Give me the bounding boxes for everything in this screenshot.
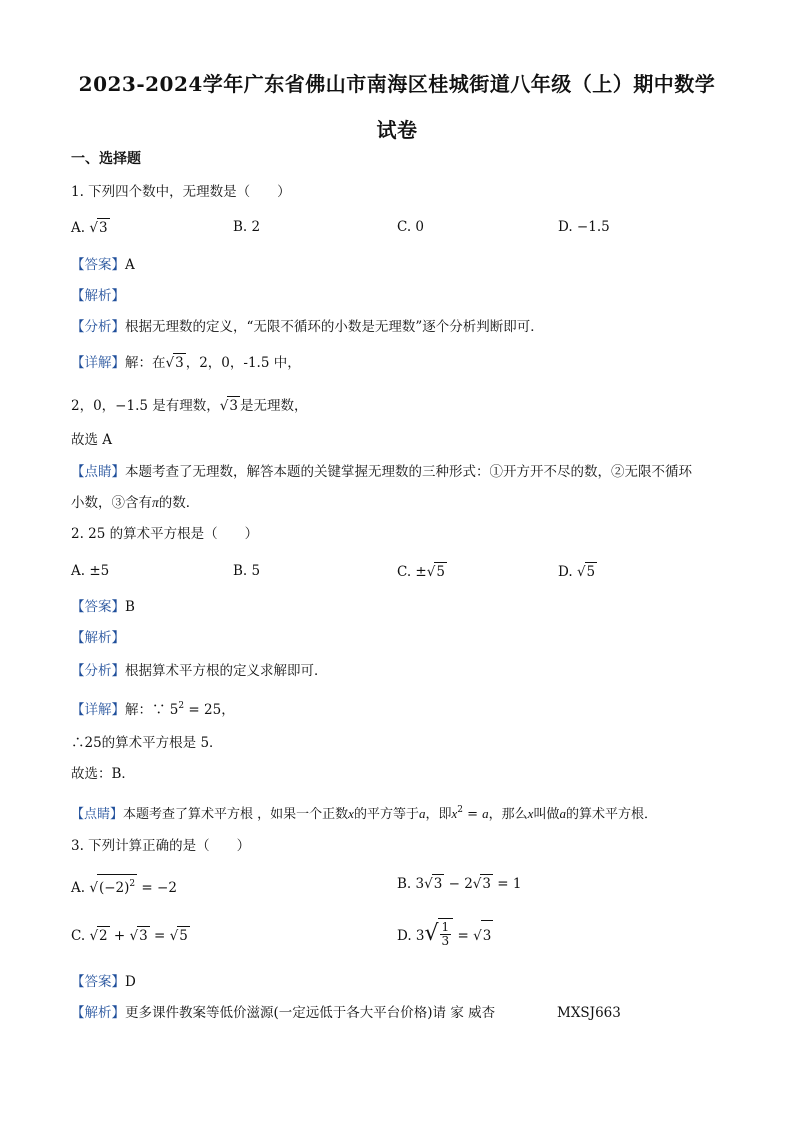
- q1-xiangjie-text-b: ，2，0，-1.5 中，: [185, 355, 301, 371]
- q3-option-c: [71, 926, 190, 945]
- q3-answer-value: D: [125, 974, 136, 990]
- q3-option-b-rhs: = 1: [492, 876, 522, 892]
- q1-xiangjie-text-a: 解：在: [125, 355, 166, 371]
- sqrt-symbol: √ 3: [472, 876, 491, 892]
- q2-option-b: B. 5: [233, 563, 261, 579]
- q2-option-c: [397, 562, 447, 581]
- q1-line2-text-b: 是无理数，: [239, 398, 308, 414]
- q3-option-a: [71, 874, 177, 897]
- dianjing-tag: 【点睛】: [71, 807, 124, 822]
- q2-dianjing-var-x3: x: [527, 806, 534, 821]
- q1-choose: 故选 A: [71, 432, 113, 448]
- q2-dianjing-equals: =: [462, 807, 483, 822]
- q2-dianjing-text-a: 本题考查了算术平方根 ，如果一个正数: [123, 807, 349, 822]
- q2-option-d-radicand: 5: [586, 564, 596, 580]
- q3-option-d-fraction-wrap: [438, 918, 454, 949]
- q2-jiexi: [71, 629, 125, 647]
- q1-line2-text-a: 2，0，−1.5 是有理数，: [71, 398, 220, 414]
- q2-dianjing-var-x: x: [348, 806, 354, 821]
- exam-title-line1: 2023-2024学年广东省佛山市南海区桂城街道八年级（上）期中数学: [78, 72, 716, 96]
- sqrt-symbol: √ 5: [576, 564, 596, 580]
- q3-option-a-superscript: 2: [129, 879, 136, 889]
- fenxi-tag: 【分析】: [71, 319, 125, 335]
- q2-xiangjie: [71, 697, 235, 719]
- q1-option-d: D. −1.5: [558, 219, 610, 235]
- q1-dianjing-line2: [71, 494, 199, 512]
- q3-option-c-label: C.: [71, 928, 86, 944]
- q2-dianjing: [71, 801, 657, 824]
- sqrt-symbol: √ 3: [219, 398, 238, 414]
- fenxi-tag: 【分析】: [71, 663, 125, 679]
- q3-option-b-mid: − 2: [444, 876, 473, 892]
- q3-option-d-radicand: 3: [481, 920, 494, 951]
- q3-answer: [71, 973, 136, 991]
- sqrt-symbol: √ 3: [129, 928, 148, 944]
- q2-fenxi: [71, 662, 328, 680]
- q2-option-d: [558, 562, 597, 581]
- sqrt-symbol: √ 3: [473, 920, 493, 951]
- sqrt-symbol: √ 5: [426, 564, 445, 580]
- q1-option-a: [71, 218, 110, 237]
- q3-option-b-radicand1: 3: [433, 876, 443, 892]
- q1-fenxi-text: 根据无理数的定义，“无限不循环的小数是无理数”逐个分析判断即可．: [125, 319, 544, 335]
- q2-dianjing-text-f: 的算术平方根．: [565, 807, 657, 822]
- q3-option-c-radicand3: 5: [179, 928, 188, 944]
- xiangjie-tag: 【详解】: [71, 355, 125, 371]
- q3-option-b-label: B. 3: [397, 876, 425, 892]
- q3-option-c-radicand2: 3: [139, 928, 148, 944]
- q2-dianjing-var-a: a: [418, 806, 426, 821]
- q2-answer-value: B: [125, 599, 135, 615]
- q1-dianjing-text2a: 小数，③含有: [71, 495, 152, 511]
- pi-symbol: π: [152, 495, 159, 510]
- section-heading: 一、选择题: [71, 151, 141, 167]
- q1-rational-line: [71, 396, 307, 415]
- q2-dianjing-text-c: ，即: [425, 807, 452, 822]
- q2-fenxi-text: 根据算术平方根的定义求解即可．: [125, 663, 328, 679]
- q1-fenxi: [71, 318, 544, 336]
- q2-dianjing-text-e: 叫做: [533, 807, 560, 822]
- q1-xiangjie: [71, 353, 301, 372]
- exam-title-line2: 试卷: [376, 118, 418, 142]
- q2-answer: [71, 598, 135, 616]
- sqrt-symbol: √ 5: [169, 928, 188, 944]
- q3-option-a-radicand: (−2): [98, 880, 130, 896]
- q2-dianjing-var-a2: a: [482, 806, 489, 821]
- q1-jiexi: [71, 287, 125, 305]
- answer-tag: 【答案】: [71, 974, 125, 990]
- q2-option-a: A. ±5: [71, 563, 110, 579]
- q3-code: MXSJ663: [557, 1005, 621, 1021]
- q3-option-a-label: A.: [71, 880, 86, 896]
- q2-xiangjie-superscript: 2: [178, 701, 185, 711]
- sqrt-symbol: √ 3: [424, 876, 443, 892]
- q2-dianjing-text-d: ，那么: [488, 807, 528, 822]
- q1-line2-radicand: 3: [229, 398, 238, 414]
- q3-option-c-equals: =: [149, 928, 170, 944]
- q1-stem: 1. 下列四个数中，无理数是（ ）: [71, 184, 291, 200]
- q2-xiangjie-text-a: 解：∵ 5: [125, 702, 179, 718]
- q1-xiangjie-radicand: 3: [175, 355, 184, 371]
- q2-therefore: ∴25的算术平方根是 5．: [71, 735, 223, 751]
- sqrt-symbol: √ 3: [89, 220, 108, 236]
- sqrt-symbol: √ 2: [89, 928, 108, 944]
- xiangjie-tag: 【详解】: [71, 702, 125, 718]
- sqrt-symbol: √ $(-2)^2$: [89, 874, 137, 897]
- q3-option-d-equals: =: [453, 928, 474, 944]
- q2-dianjing-text-b: 的平方等于: [353, 807, 419, 822]
- fraction-denominator: 3: [441, 934, 450, 948]
- q1-option-c: C. 0: [397, 219, 425, 235]
- jiexi-tag: 【解析】: [71, 1005, 125, 1021]
- q1-dianjing-text1: 本题考查了无理数，解答本题的关键掌握无理数的三种形式：①开方开不尽的数，②无限不循环: [125, 464, 692, 480]
- q1-option-a-label: A.: [71, 220, 86, 236]
- q1-option-a-radicand: 3: [98, 220, 108, 236]
- sqrt-symbol: √ 3: [165, 355, 184, 371]
- q2-dianjing-superscript: 2: [457, 805, 463, 815]
- q2-stem: 2. 25 的算术平方根是（ ）: [71, 526, 259, 542]
- q3-stem: 3. 下列计算正确的是（ ）: [71, 838, 251, 854]
- q2-option-d-label: D.: [558, 564, 573, 580]
- q1-answer: [71, 256, 135, 274]
- dianjing-tag: 【点睛】: [71, 464, 125, 480]
- q2-option-c-label: C. ±: [397, 564, 427, 580]
- q2-dianjing-var-x2: x: [451, 806, 458, 821]
- q3-option-d: [397, 918, 493, 951]
- q3-jiexi-text: 更多课件教案等低价滋源(一定远低于各大平台价格)请 家 威杏: [125, 1005, 496, 1021]
- sqrt-symbol: √ $\frac{1}{3}$: [425, 918, 454, 949]
- q3-option-a-radicand-wrap: [97, 874, 137, 897]
- answer-tag: 【答案】: [71, 599, 125, 615]
- jiexi-tag: 【解析】: [71, 288, 125, 304]
- q3-option-c-plus: +: [109, 928, 130, 944]
- jiexi-tag: 【解析】: [71, 630, 125, 646]
- q2-xiangjie-text-b: = 25，: [184, 702, 235, 718]
- q2-option-c-radicand: 5: [436, 564, 445, 580]
- q3-option-a-rhs: = −2: [137, 880, 177, 896]
- q1-option-b: B. 2: [233, 219, 261, 235]
- answer-tag: 【答案】: [71, 257, 125, 273]
- fraction: [440, 921, 452, 948]
- q3-option-d-label: D. 3: [397, 928, 425, 944]
- q3-option-c-radicand1: 2: [99, 928, 108, 944]
- q2-choose: 故选：B．: [71, 766, 135, 782]
- q1-dianjing-line1: [71, 463, 692, 481]
- fraction-numerator: 1: [441, 920, 450, 934]
- q3-option-b-radicand2: 3: [482, 876, 491, 892]
- q2-dianjing-var-a3: a: [559, 806, 566, 821]
- q3-jiexi: [71, 1004, 495, 1022]
- q1-dianjing-text2b: 的数．: [158, 495, 200, 511]
- q3-option-b: [397, 874, 521, 893]
- q1-answer-value: A: [125, 257, 135, 273]
